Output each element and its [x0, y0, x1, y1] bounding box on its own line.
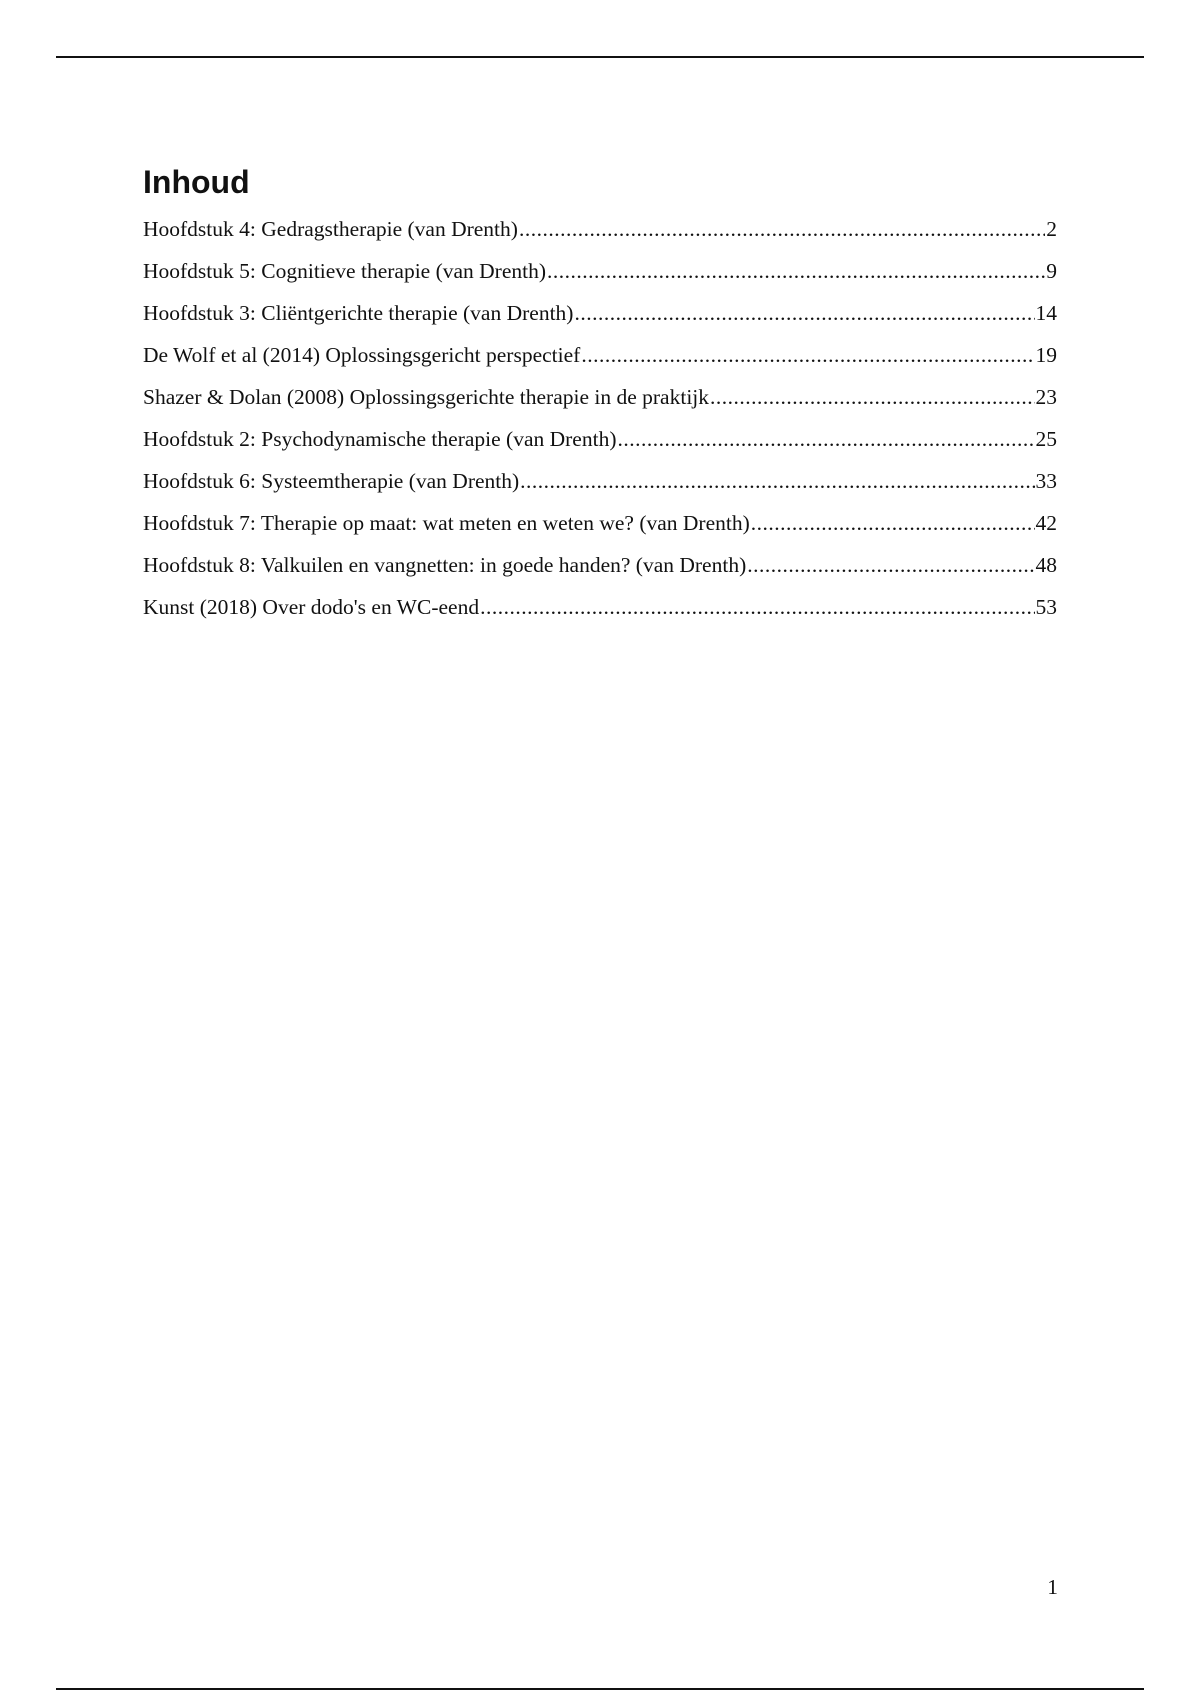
toc-dot-leader: [747, 552, 1034, 578]
toc-dot-leader: [520, 468, 1034, 494]
toc-entry[interactable]: [143, 384, 1057, 426]
toc-entry-title: Kunst (2018) Over dodo's en WC-eend: [143, 595, 480, 619]
toc-dot-leader: [519, 216, 1045, 242]
toc-dot-leader: [547, 258, 1045, 284]
toc-entry[interactable]: [143, 216, 1057, 258]
toc-entry-title: Hoofdstuk 7: Therapie op maat: wat meten en weten we? (van Drenth): [143, 511, 750, 535]
toc-entry[interactable]: [143, 510, 1057, 552]
toc-entry-title: Hoofdstuk 4: Gedragstherapie (van Drenth): [143, 217, 518, 241]
toc-entry-title: Hoofdstuk 3: Cliëntgerichte therapie (van Drenth): [143, 301, 574, 325]
toc-dot-leader: [710, 384, 1034, 410]
toc-heading: Inhoud: [143, 164, 250, 200]
header-rule: [56, 56, 1144, 58]
toc-dot-leader: [581, 342, 1034, 368]
toc-entry-page: 2: [1046, 217, 1057, 241]
toc-entry-page: 33: [1035, 469, 1057, 493]
footer-rule: [56, 1688, 1144, 1690]
toc-entry-page: 53: [1035, 595, 1057, 619]
toc-entry[interactable]: [143, 258, 1057, 300]
toc-entry-title: Hoofdstuk 5: Cognitieve therapie (van Drenth): [143, 259, 547, 283]
toc-dot-leader: [480, 594, 1034, 620]
toc-entry-page: 25: [1035, 427, 1057, 451]
toc-entry[interactable]: [143, 468, 1057, 510]
toc-entry-page: 42: [1035, 511, 1057, 535]
page-number: 1: [1047, 1575, 1058, 1599]
toc-entry-title: Hoofdstuk 8: Valkuilen en vangnetten: in goede handen? (van Drenth): [143, 553, 747, 577]
toc-dot-leader: [751, 510, 1035, 536]
toc-entry-title: Shazer & Dolan (2008) Oplossingsgerichte therapie in de praktijk: [143, 385, 710, 409]
toc-entry[interactable]: [143, 300, 1057, 342]
toc-entry[interactable]: [143, 594, 1057, 636]
toc-entry[interactable]: [143, 342, 1057, 384]
toc-entry-page: 9: [1046, 259, 1057, 283]
toc-dot-leader: [617, 426, 1034, 452]
toc-entry[interactable]: [143, 552, 1057, 594]
toc-list: [143, 216, 1057, 636]
toc-entry-page: 14: [1035, 301, 1057, 325]
toc-entry[interactable]: [143, 426, 1057, 468]
toc-entry-page: 23: [1035, 385, 1057, 409]
toc-entry-page: 48: [1035, 553, 1057, 577]
toc-entry-title: Hoofdstuk 2: Psychodynamische therapie (van Drenth): [143, 427, 617, 451]
toc-entry-title: De Wolf et al (2014) Oplossingsgericht perspectief: [143, 343, 581, 367]
toc-dot-leader: [574, 300, 1034, 326]
toc-entry-page: 19: [1035, 343, 1057, 367]
table-of-contents: [143, 162, 1057, 636]
toc-entry-title: Hoofdstuk 6: Systeemtherapie (van Drenth): [143, 469, 520, 493]
